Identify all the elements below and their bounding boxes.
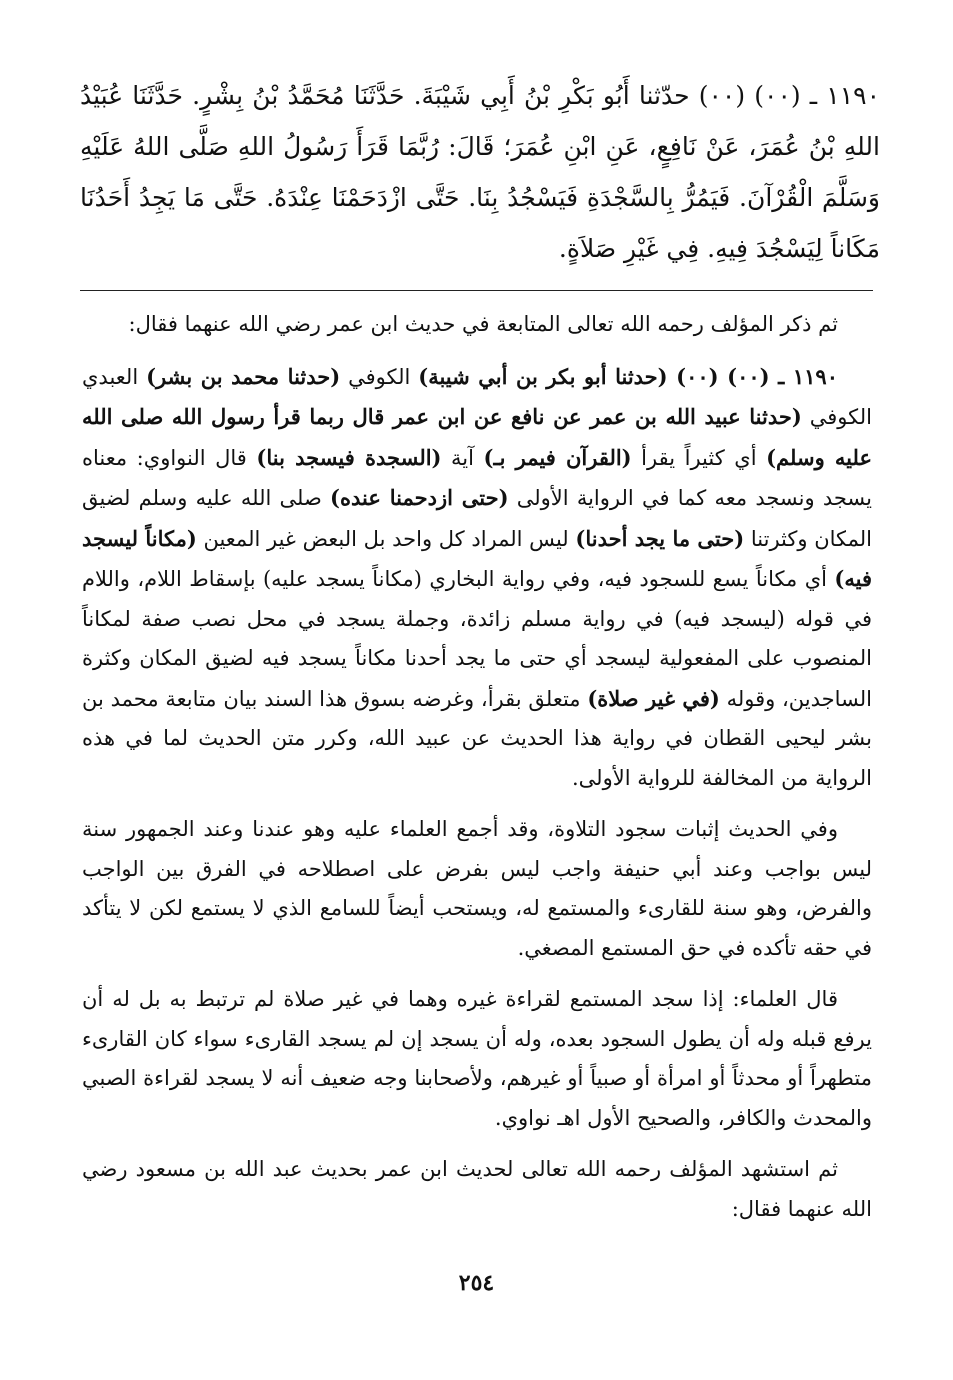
commentary-block <box>82 305 872 1241</box>
commentary-text: آية <box>441 445 484 470</box>
commentary-intro: ثم ذكر المؤلف رحمه الله تعالى المتابعة في حديث ابن عمر رضي الله عنهما فقال: <box>128 312 838 336</box>
commentary-text: العبدي الكوفي <box>82 364 872 429</box>
quoted-narration: (مكاناً ليسجد فيه) <box>82 525 872 591</box>
commentary-text: ليس المراد كل واحد بل البعض غير المعين <box>196 526 576 551</box>
commentary-text: قال النواوي: معناه يسجد ونسجد معه كما في الرواية الأولى <box>82 445 872 510</box>
quoted-narration: (القرآن فيمر بـ) <box>483 444 632 470</box>
commentary-text: الكوفي <box>340 364 419 389</box>
commentary-text: أي مكاناً يسع للسجود فيه، وفي رواية البخاري (مكاناً يسجد عليه) بإسقاط اللام، واللام في قوله (ليسجد فيه) في رواية مسلم زائدة، وجملة يسجد في محل نصب صفة لمكاناً المنصوب على المفعولية ليسجد أي حتى ما يجد أحدنا مكاناً يسجد فيه لضيق المكان وكثرة الساجدين، وقوله <box>82 567 873 711</box>
commentary-text: متعلق بقرأ، وغرضه بسوق هذا السند بيان متابعة محمد بن بشر ليحيى القطان في رواية هذا الحديث عن عبيد الله، وكرر متن الحديث لما في هذه الرواية من المخالفة للرواية الأولى. <box>82 686 872 790</box>
quoted-narration: (حدثنا محمد بن بشر) <box>146 363 341 389</box>
commentary-paragraph: قال العلماء: إذا سجد المستمع لقراءة غيره وهما في غير صلاة لم ترتبط به بل له أن يرفع قبله وله أن يطول السجود بعده، وله أن يسجد إن لم يسجد القارىء سواء كان القارىء متطهراً أو محدثاً أو امرأة أو صبياً أو غيرهم، ولأصحابنا وجه ضعيف أنه لا يسجد لقراءة الصبي والمحدث والكافر، والصحيح الأول اهـ نواوي. <box>82 987 872 1130</box>
quoted-narration: (حتى ازدحمنا عنده) <box>330 485 509 510</box>
separator-rule <box>80 290 873 291</box>
commentary-paragraph <box>82 357 872 799</box>
commentary-text: صلى الله عليه وسلم لضيق المكان وكثرتنا <box>82 486 872 551</box>
hadith-body: حدّثنا أَبُو بَكْرِ بْنُ أَبِي شَيْبَةَ. حَدَّثَنَا مُحَمَّدُ بْنُ بِشْرٍ. حَدَّثَنَا عُبَيْدُ اللهِ بْنُ عُمَرَ، عَنْ نَافِعٍ، عَنِ ابْنِ عُمَرَ؛ قَالَ: رُبَّمَا قَرَأَ رَسُولُ اللهِ صَلَّى اللهُ عَلَيْهِ وَسَلَّمَ الْقُرْآنَ. فَيَمُرُّ بِالسَّجْدَةِ فَيَسْجُدُ بِنَا. حَتَّى ازْدَحَمْنَا عِنْدَهُ. حَتَّى مَا يَجِدُ أَحَدُنَا مَكَاناً لِيَسْجُدَ فِيهِ. فِي غَيْرِ صَلاَةٍ. <box>80 81 880 263</box>
quoted-narration: (حدثنا عبيد الله بن عمر عن نافع عن ابن عمر قال ربما قرأ رسول الله صلى الله عليه وسلم) <box>82 404 872 470</box>
quoted-narration: (حدثنا أبو بكر بن أبي شيبة) <box>418 363 668 389</box>
quoted-narration: (السجدة فيسجد بنا) <box>256 444 442 470</box>
hadith-text-block <box>80 70 880 274</box>
quoted-narration: (حتى ما يجد أحدنا) <box>575 525 745 551</box>
hadith-number: ١١٩٠ ـ (٠٠) (٠٠) <box>698 81 880 110</box>
quoted-narration: (في غير صلاة) <box>587 685 720 711</box>
page-number: ٢٥٤ <box>458 1270 495 1296</box>
commentary-text: أي كثيراً يقرأ <box>631 445 767 470</box>
hadith-number-ref: ١١٩٠ ـ (٠٠) (٠٠) <box>667 363 838 389</box>
commentary-paragraph: وفي الحديث إثبات سجود التلاوة، وقد أجمع العلماء عليه وهو عندنا وعند الجمهور سنة ليس بواجب وعند أبي حنيفة واجب ليس بفرض على اصطلاحه في الفرق بين الواجب والفرض، وهو سنة للقارىء والمستمع له، ويستحب أيضاً للسامع الذي لا يستمع لكن لا يتأكد في حقه تأكده في حق المستمع المصغي. <box>82 817 872 960</box>
commentary-paragraph: ثم استشهد المؤلف رحمه الله تعالى لحديث ابن عمر بحديث عبد الله بن مسعود رضي الله عنهما فقال: <box>82 1157 872 1221</box>
hadith-paragraph <box>80 70 880 274</box>
